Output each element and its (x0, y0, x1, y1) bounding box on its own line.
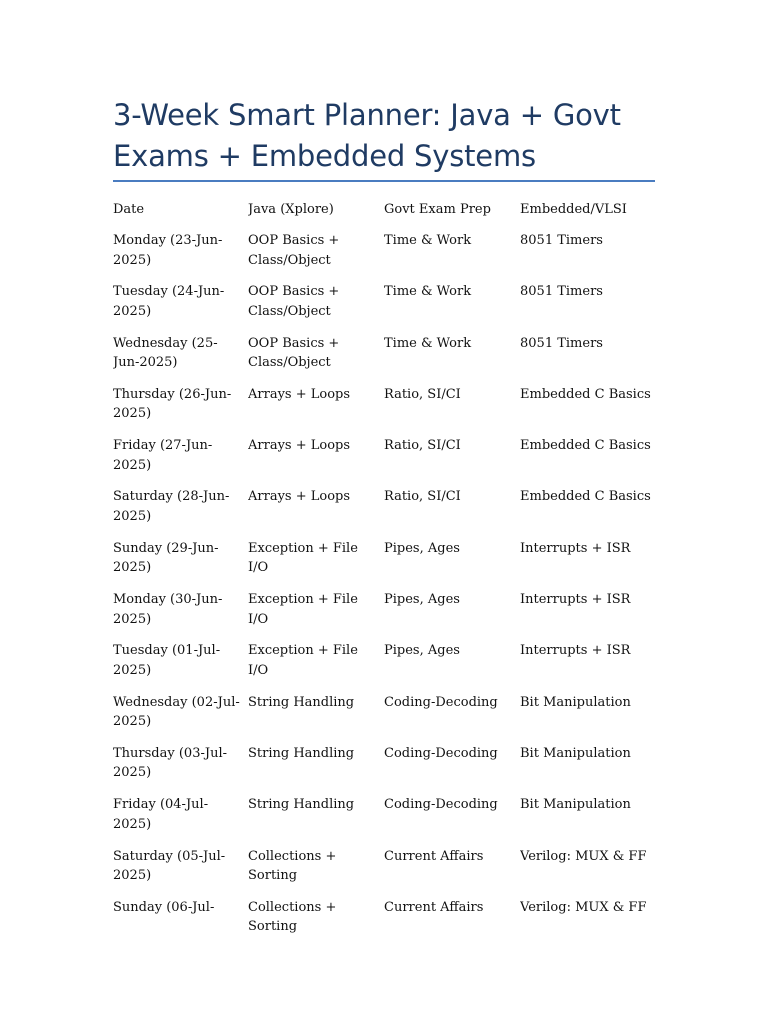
table-header-row (113, 200, 658, 231)
table-body (113, 231, 658, 949)
cell-embedded: Embedded C Basics (520, 489, 651, 505)
cell-date: Thursday (03-Jul-2025) (113, 745, 227, 781)
table-row (113, 282, 658, 333)
cell-java: Exception + File I/O (248, 540, 358, 576)
cell-embedded: Embedded C Basics (520, 386, 651, 402)
cell-java: Collections + Sorting (248, 848, 337, 884)
cell-govt-exam: Coding-Decoding (384, 797, 498, 813)
header-date: Date (113, 202, 145, 217)
cell-date: Saturday (28-Jun-2025) (113, 489, 230, 524)
table-row (113, 898, 658, 949)
cell-govt-exam: Current Affairs (384, 899, 484, 915)
cell-java: Arrays + Loops (248, 438, 351, 454)
table-row (113, 641, 658, 692)
cell-java: Exception + File I/O (248, 643, 358, 678)
table-row (113, 436, 658, 487)
cell-java: OOP Basics + Class/Object (248, 233, 340, 268)
cell-java: Exception + File I/O (248, 592, 358, 627)
table-row (113, 590, 658, 641)
cell-govt-exam: Ratio, SI/CI (384, 386, 461, 402)
cell-date: Sunday (06-Jul- (113, 899, 215, 915)
cell-java: Arrays + Loops (248, 489, 351, 505)
cell-date: Sunday (29-Jun-2025) (113, 540, 219, 576)
cell-govt-exam: Ratio, SI/CI (384, 489, 461, 505)
cell-date: Friday (27-Jun-2025) (113, 438, 213, 473)
cell-govt-exam: Time & Work (384, 335, 472, 351)
cell-java: OOP Basics + Class/Object (248, 284, 340, 319)
cell-java: Collections + Sorting (248, 899, 337, 935)
cell-java: Arrays + Loops (248, 386, 351, 402)
table-row (113, 385, 658, 436)
cell-java: String Handling (248, 694, 355, 710)
cell-date: Monday (23-Jun-2025) (113, 233, 223, 268)
cell-date: Thursday (26-Jun-2025) (113, 386, 232, 422)
cell-date: Monday (30-Jun-2025) (113, 592, 223, 627)
cell-embedded: Bit Manipulation (520, 797, 631, 813)
table-row (113, 795, 658, 846)
planner-table (113, 200, 658, 949)
cell-date: Saturday (05-Jul-2025) (113, 848, 226, 884)
cell-govt-exam: Pipes, Ages (384, 643, 460, 659)
cell-java: OOP Basics + Class/Object (248, 335, 340, 371)
cell-govt-exam: Pipes, Ages (384, 540, 460, 556)
header-java: Java (Xplore) (248, 202, 334, 217)
title-underline (113, 180, 655, 182)
cell-java: String Handling (248, 797, 355, 813)
cell-date: Wednesday (25-Jun-2025) (113, 335, 218, 371)
cell-embedded: Embedded C Basics (520, 438, 651, 454)
table-row (113, 231, 658, 282)
cell-embedded: Verilog: MUX & FF (520, 899, 647, 915)
cell-govt-exam: Ratio, SI/CI (384, 438, 461, 454)
cell-embedded: Bit Manipulation (520, 694, 631, 710)
table-row (113, 334, 658, 385)
cell-govt-exam: Coding-Decoding (384, 745, 498, 761)
cell-date: Tuesday (24-Jun-2025) (113, 284, 225, 319)
cell-embedded: 8051 Timers (520, 335, 603, 351)
cell-java: String Handling (248, 745, 355, 761)
cell-embedded: Interrupts + ISR (520, 592, 631, 608)
cell-govt-exam: Coding-Decoding (384, 694, 498, 710)
header-embedded: Embedded/VLSI (520, 202, 627, 217)
cell-embedded: 8051 Timers (520, 233, 603, 248)
cell-govt-exam: Time & Work (384, 284, 472, 300)
cell-embedded: Interrupts + ISR (520, 540, 631, 556)
table-row (113, 847, 658, 898)
document-title: 3-Week Smart Planner: Java + Govt Exams + Embedded Systems (113, 98, 621, 173)
cell-govt-exam: Time & Work (384, 233, 472, 248)
cell-govt-exam: Current Affairs (384, 848, 484, 864)
table-row (113, 693, 658, 744)
cell-date: Friday (04-Jul-2025) (113, 797, 209, 832)
header-govt-exam: Govt Exam Prep (384, 202, 491, 217)
cell-date: Tuesday (01-Jul-2025) (113, 643, 221, 678)
cell-date: Wednesday (02-Jul-2025) (113, 694, 240, 730)
cell-govt-exam: Pipes, Ages (384, 592, 460, 608)
table-row (113, 487, 658, 538)
cell-embedded: Verilog: MUX & FF (520, 848, 647, 864)
cell-embedded: 8051 Timers (520, 284, 603, 300)
cell-embedded: Bit Manipulation (520, 745, 631, 761)
cell-embedded: Interrupts + ISR (520, 643, 631, 659)
table-row (113, 539, 658, 590)
table-row (113, 744, 658, 795)
